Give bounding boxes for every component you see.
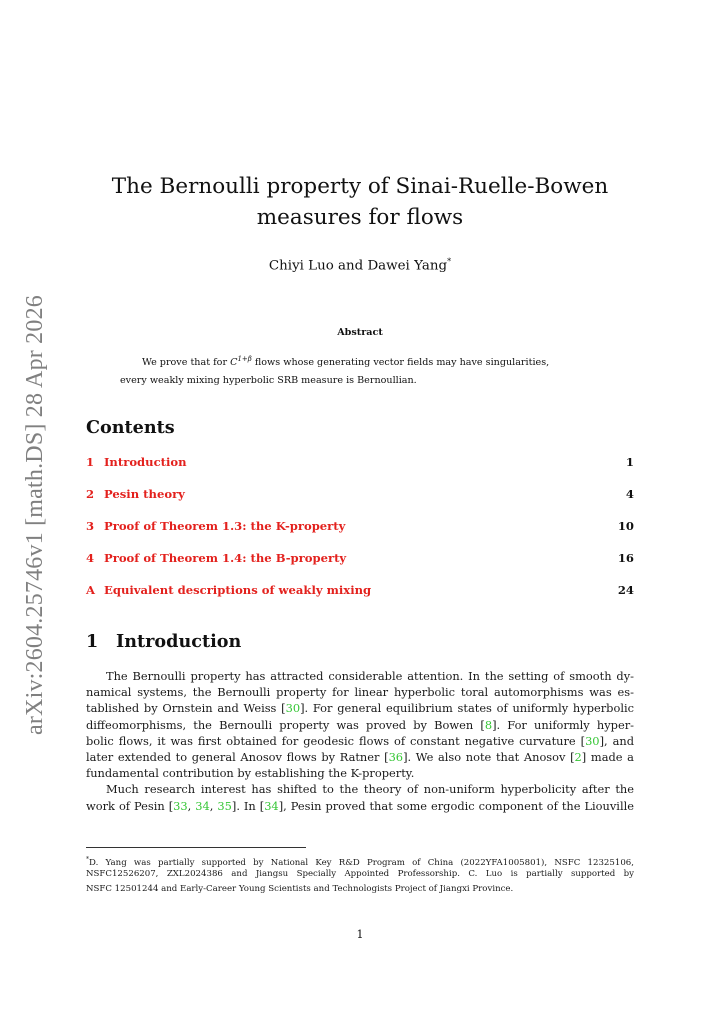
toc-item-appendix-weakly-mixing[interactable] [86,583,634,601]
footnote-mark: * [86,856,89,863]
footnote-line: *D. Yang was partially supported by National Key R&D Program of China (2022YFA1005801), NSFC 12325106, [86,856,634,868]
title-line-1: The Bernoulli property of Sinai-Ruelle-Bowen [111,174,609,199]
citation-link[interactable]: 8 [484,717,493,732]
section-title: Introduction [116,631,242,652]
body-line: Much research interest has shifted to the theory of non-uniform hyperbolicity after the [106,782,634,797]
toc-item-link[interactable]: Introduction [104,455,187,469]
toc-item-page: 16 [617,551,634,565]
arxiv-identifier-stamp: arXiv:2604.25746v1 [math.DS] 28 Apr 2026 [22,295,48,735]
citation-link[interactable]: 30 [285,701,301,716]
body-line: The Bernoulli property has attracted considerable attention. In the setting of smooth dy- [106,669,634,683]
toc-item-page: 24 [617,583,634,597]
toc-item-link[interactable]: Proof of Theorem 1.3: the K-property [104,519,346,533]
toc-item-k-property[interactable] [86,519,634,537]
citation-link[interactable]: 30 [585,733,600,748]
toc-item-link[interactable]: Equivalent descriptions of weakly mixing [104,583,372,597]
section-heading-introduction [86,631,241,652]
page-number: 1 [356,928,364,941]
toc-item-link[interactable]: Proof of Theorem 1.4: the B-property [104,551,347,565]
citation-link[interactable]: 35 [217,798,232,813]
funding-footnote [86,852,634,898]
toc-item-pesin-theory[interactable] [86,487,634,505]
toc-item-b-property[interactable] [86,551,634,569]
toc-item-page: 10 [617,519,634,533]
citation-link[interactable]: 34 [264,798,279,813]
abstract-text [120,350,604,390]
body-line: later extended to general Anosov flows by Ratner [36]. We also note that Anosov [2] made a [86,749,634,764]
toc-item-number: 3 [86,519,95,533]
body-line: diffeomorphisms, the Bernoulli property was proved by Bowen [8]. For uniformly hyper- [86,717,634,732]
toc-item-page: 1 [625,455,634,469]
body-line: tablished by Ornstein and Weiss [30]. For general equilibrium states of uniformly hyperbolic [86,701,634,716]
toc-item-number: 4 [86,551,95,565]
toc-item-introduction[interactable] [86,455,634,473]
toc-item-number: 1 [86,455,95,469]
abstract-line1-suffix: flows whose generating vector fields may have singularities, [254,357,550,369]
abstract-heading: Abstract [337,327,383,338]
paper-title [86,171,634,233]
body-line: fundamental contribution by establishing the K-property. [86,766,415,781]
body-line: work of Pesin [33, 34, 35]. In [34], Pesin proved that some ergodic component of the Liouville [86,798,634,813]
citation-link[interactable]: 34 [195,798,210,813]
author-footnote-mark[interactable]: * [447,257,452,266]
title-line-2: measures for flows [256,205,464,230]
body-line: namical systems, the Bernoulli property for linear hyperbolic toral automorphisms was es- [86,685,634,700]
toc-item-number: A [86,583,95,597]
footnote-line: NSFC 12501244 and Early-Career Young Scientists and Technologists Project of Jiangxi Province. [86,884,514,895]
math-c-regularity: $C^{1+\beta}$ [230,355,252,369]
footnote-divider [86,847,306,848]
abstract-line1-prefix: We prove that for [142,357,228,369]
contents-heading: Contents [86,417,175,438]
toc-item-number: 2 [86,487,95,501]
author-names: Chiyi Luo and Dawei Yang [268,258,448,274]
toc-item-link[interactable]: Pesin theory [104,487,185,501]
section-number: 1 [86,631,99,652]
introduction-paragraphs [86,668,634,814]
authors-line [86,257,634,273]
citation-link[interactable]: 33 [173,798,188,813]
citation-link[interactable]: 36 [388,749,404,764]
citation-link[interactable]: 2 [574,749,582,764]
abstract-line2: every weakly mixing hyperbolic SRB measure is Bernoullian. [120,375,417,387]
body-line: bolic flows, it was first obtained for geodesic flows of constant negative curvature [30], and [86,733,634,748]
footnote-line: NSFC12526207, ZXL2024386 and Jiangsu Specially Appointed Professorship. C. Luo is partially supported by [86,869,634,880]
toc-item-page: 4 [625,487,634,501]
